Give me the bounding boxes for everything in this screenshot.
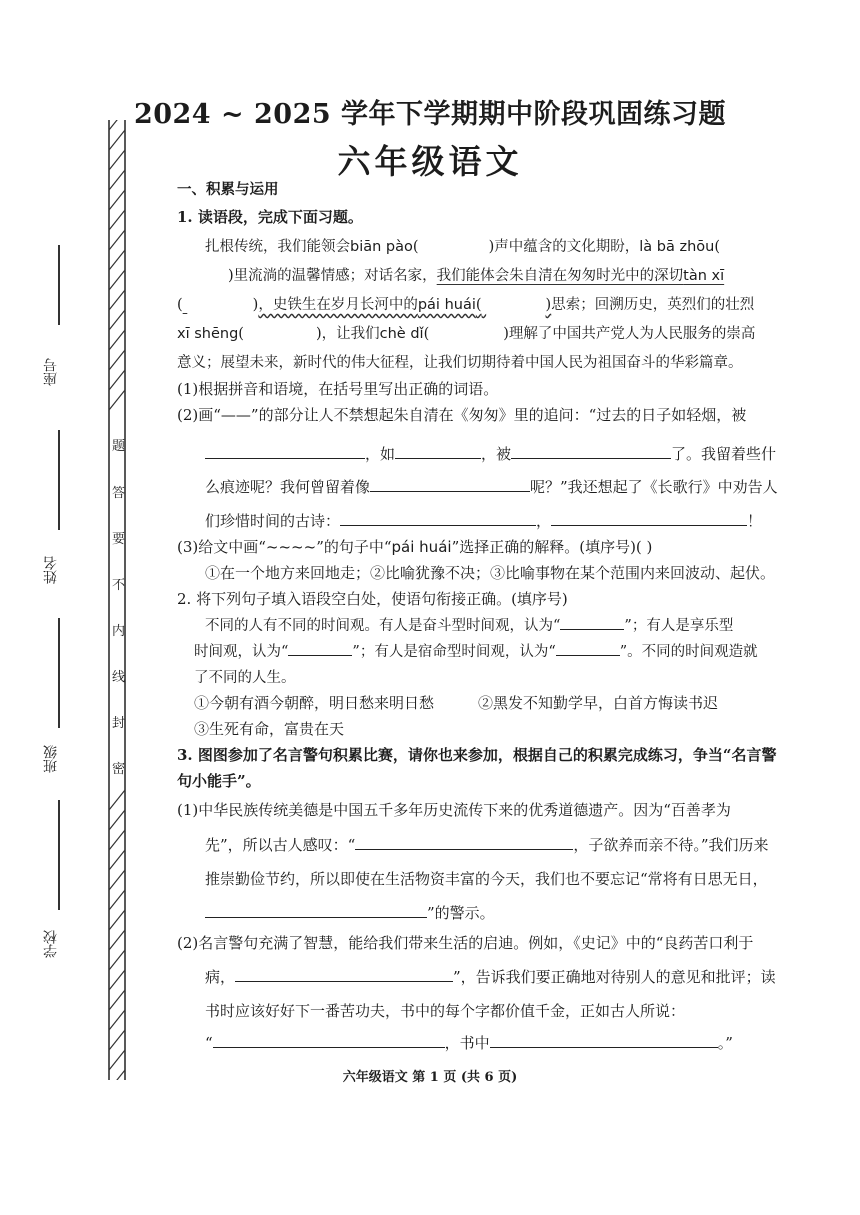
q3-sub-2-line-4: “ ，书中 。” xyxy=(205,1034,733,1052)
seal-char: 题 xyxy=(112,439,126,454)
q1-line-5: 意义；展望未来，新时代的伟大征程，让我们切期待着中国人民为祖国奋斗的华彩篇章。 xyxy=(177,355,743,371)
seal-char: 答 xyxy=(112,486,126,501)
q2-option-1: ①今朝有酒今朝醉，明日愁来明日愁 xyxy=(194,694,435,712)
q2-option-2: ②黑发不知勤学早，白首方悔读书迟 xyxy=(478,694,719,712)
pinyin-labazhou: là bā zhōu xyxy=(639,239,715,255)
question-1-stem: 1. 读语段，完成下面习题。 xyxy=(177,208,363,226)
q3-sub-1-line-3: 推崇勤俭节约，所以即使在生活物资丰富的今天，我们也不要忘记“常将有日思无日， xyxy=(205,870,768,888)
school-label: 学校 xyxy=(43,930,59,958)
exam-subtitle: 六年级语文 xyxy=(337,142,523,181)
seal-char: 内 xyxy=(112,624,126,639)
q2-line-3: 了不同的人生。 xyxy=(194,670,296,686)
q1-line-1: 扎根传统，我们能领会biān pào( )声中蕴含的文化期盼，là bā zhōu( xyxy=(205,239,720,255)
seal-char: 密 xyxy=(112,762,126,777)
exam-title: 2024 ~ 2025 学年下学期期中阶段巩固练习题 xyxy=(133,99,727,130)
q1-sub-2-line-4: 们珍惜时间的古诗： ， ！ xyxy=(205,512,763,530)
answer-blank[interactable] xyxy=(482,297,546,313)
q3-sub-1: (1)中华民族传统美德是中国五千多年历史流传下来的优秀道德遗产。因为“百善孝为 xyxy=(177,801,731,819)
question-3-stem-2: 句小能手”。 xyxy=(177,772,261,790)
q3-sub-2-line-2: 病， ”，告诉我们要正确地对待别人的意见和批评；读 xyxy=(205,968,776,986)
q1-sub-3-options: ①在一个地方来回地走；②比喻犹豫不决；③比喻事物在某个范围内来回波动、起伏。 xyxy=(205,564,776,582)
seat-label: 座号 xyxy=(43,358,59,386)
binding-hatch xyxy=(107,120,127,1080)
q3-sub-2: (2)名言警句充满了智慧，能给我们带来生活的启迪。例如，《史记》中的“良药苦口利于 xyxy=(177,934,754,952)
question-2-stem: 2. 将下列句子填入语段空白处，使语句衔接正确。(填序号) xyxy=(177,590,568,608)
q3-sub-1-line-2: 先”，所以古人感叹：“ ，子欲养而亲不待。”我们历来 xyxy=(205,836,769,854)
q1-sub-3: (3)给文中画“~~~~”的句子中“pái huái”选择正确的解释。(填序号)( ) xyxy=(177,538,653,556)
q1-sub-2: (2)画“——”的部分让人不禁想起朱自清在《匆匆》里的追问：“过去的日子如轻烟，被 xyxy=(177,406,747,424)
school-line[interactable] xyxy=(58,800,60,910)
answer-line[interactable] xyxy=(370,477,530,492)
answer-line[interactable] xyxy=(551,511,747,526)
answer-blank[interactable] xyxy=(183,297,253,313)
seal-char: 封 xyxy=(112,716,126,731)
answer-line[interactable] xyxy=(560,615,624,630)
answer-line[interactable] xyxy=(511,444,671,459)
answer-line[interactable] xyxy=(355,835,573,850)
q3-sub-2-line-3: 书时应该好好下一番苦功夫，书中的每个字都价值千金，正如古人所说： xyxy=(205,1002,686,1020)
q1-sub-2-line-3: 么痕迹呢？我何曾留着像 呢？”我还想起了《长歌行》中劝告人 xyxy=(205,478,778,496)
seal-char: 要 xyxy=(112,532,126,547)
pinyin-paihuai: pái huái xyxy=(417,297,476,313)
section-heading: 一、积累与运用 xyxy=(177,181,279,198)
answer-line[interactable] xyxy=(205,444,365,459)
answer-line[interactable] xyxy=(288,641,352,656)
class-label: 班级 xyxy=(43,745,59,773)
pinyin-chedi: chè dǐ xyxy=(379,326,424,342)
question-3-stem: 3. 图图参加了名言警句积累比赛，请你也来参加，根据自己的积累完成练习，争当“名言警 xyxy=(177,746,777,764)
pinyin-tanxi: tàn xī xyxy=(683,268,725,284)
answer-line[interactable] xyxy=(556,641,620,656)
answer-line[interactable] xyxy=(340,511,536,526)
q1-line-3: ( )，史铁生在岁月长河中的pái huái( )思索；回溯历史，英烈们的壮烈 xyxy=(177,297,755,313)
name-label: 姓名 xyxy=(43,556,59,584)
q1-sub-1: (1)根据拼音和语境，在括号里写出正确的词语。 xyxy=(177,380,499,398)
answer-line[interactable] xyxy=(235,967,453,982)
class-line[interactable] xyxy=(58,618,60,728)
q2-line-1: 不同的人有不同的时间观。有人是奋斗型时间观，认为“ ”；有人是享乐型 xyxy=(205,614,733,635)
answer-line[interactable] xyxy=(213,1033,445,1048)
pinyin-xisheng: xī shēng xyxy=(177,326,239,342)
page-footer: 六年级语文 第 1 页 (共 6 页) xyxy=(342,1070,518,1085)
seat-line[interactable] xyxy=(58,245,60,325)
answer-line[interactable] xyxy=(395,444,481,459)
seal-char: 不 xyxy=(112,578,126,593)
answer-line[interactable] xyxy=(490,1033,718,1048)
pinyin-bianpao: biān pào xyxy=(350,239,413,255)
q2-line-2: 时间观，认为“ ”；有人是宿命型时间观，认为“ ”。不同的时间观造就 xyxy=(194,640,758,661)
q1-line-4: xī shēng( )，让我们chè dǐ( )理解了中国共产党人为人民服务的崇高 xyxy=(177,326,756,342)
answer-line[interactable] xyxy=(205,903,427,918)
q1-line-2: )里流淌的温馨情感；对话名家，我们能体会朱自清在匆匆时光中的深切tàn xī xyxy=(228,268,725,284)
seal-char: 线 xyxy=(112,670,126,685)
q2-option-3: ③生死有命，富贵在天 xyxy=(194,720,345,738)
name-line[interactable] xyxy=(58,430,60,530)
q3-sub-1-line-4: ”的警示。 xyxy=(205,902,495,923)
q1-sub-2-line-2: ，如 ，被 了。我留着些什 xyxy=(205,443,776,464)
